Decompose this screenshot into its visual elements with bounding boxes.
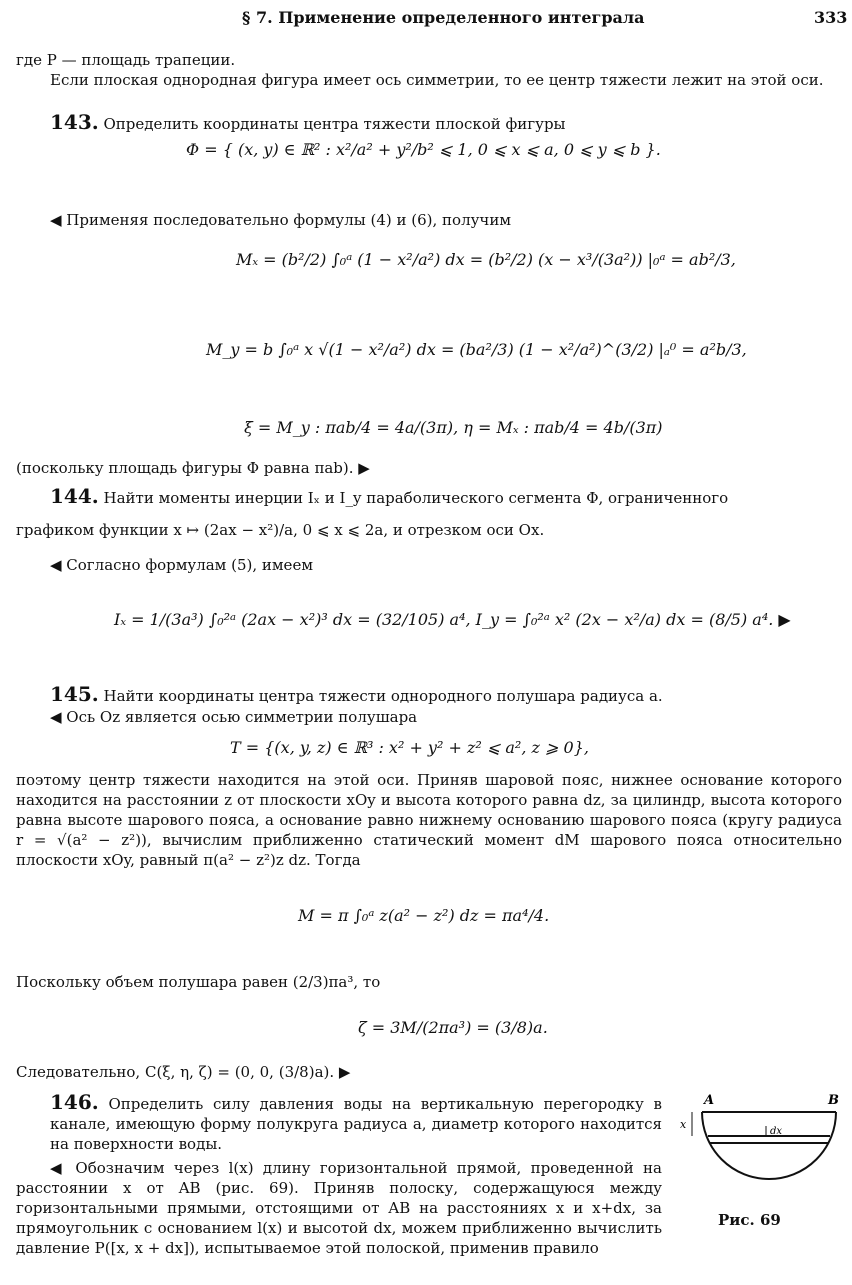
formula-text: Φ = { (x, y) ∈ ℝ² : x²/a² + y²/b² ⩽ 1, 0 ⩽ x ⩽ a, 0 ⩽ y ⩽ b }. xyxy=(186,140,661,159)
label-x: x xyxy=(680,1118,687,1131)
figure-69 xyxy=(670,1090,850,1225)
solution-143-end: (поскольку площадь фигуры Φ равна πab). ▶ xyxy=(16,459,370,477)
problem-146-heading xyxy=(50,1092,662,1154)
formula-143-set xyxy=(186,140,661,160)
formula-143-mx xyxy=(236,250,736,270)
solution-145-intro: ◀ Ось Oz является осью симметрии полушара xyxy=(50,708,418,726)
problem-text: Найти координаты центра тяжести однородного полушара радиуса a. xyxy=(103,687,663,705)
intro-line: где P — площадь трапеции. xyxy=(16,51,236,69)
problem-number: 146. xyxy=(50,1090,99,1114)
problem-144-line2: графиком функции x ↦ (2ax − x²)/a, 0 ⩽ x ⩽ 2a, и отрезком оси Ox. xyxy=(16,521,545,539)
solution-145-volume: Поскольку объем полушара равен (2/3)πa³, то xyxy=(16,973,381,991)
problem-text: Определить силу давления воды на вертикальную перегородку в канале, имеющую форму полукруга радиуса a, диаметр которого находится на поверхности воды. xyxy=(50,1095,662,1153)
formula-text: M = π ∫₀ᵃ z(a² − z²) dz = πa⁴/4. xyxy=(298,906,550,925)
label-dx: dx xyxy=(770,1126,783,1137)
problem-143-heading xyxy=(50,112,566,134)
problem-number: 143. xyxy=(50,110,99,134)
problem-text: Определить координаты центра тяжести плоской фигуры xyxy=(103,115,566,133)
formula-144 xyxy=(114,610,791,630)
formula-text: Iₓ = 1/(3a³) ∫₀²ᵃ (2ax − x²)³ dx = (32/105) a⁴, I_y = ∫₀²ᵃ x² (2x − x²/a) dx = (8/5) a⁴. ▶ xyxy=(114,610,791,629)
formula-145-set xyxy=(230,738,589,758)
solution-145-end: Следовательно, C(ξ, η, ζ) = (0, 0, (3/8)a). ▶ xyxy=(16,1063,351,1081)
figure-69-caption: Рис. 69 xyxy=(718,1211,781,1229)
semicircle-arc xyxy=(702,1112,836,1179)
problem-number: 145. xyxy=(50,682,99,706)
solution-145-body: поэтому центр тяжести находится на этой оси. Приняв шаровой пояс, нижнее основание которого находится на расстоянии z от плоскости xOy и высота которого равна dz, за цилиндр, высота которого равна высоте шарового пояса, а основание равно нижнему основанию шарового пояса (кругу радиуса r = √(a² − z²)), вычислим приближенно статический момент dM шарового пояса относительно плоскости xOy, равный π(a² − z²)z dz. Тогда xyxy=(16,771,842,869)
formula-text: ξ = M_y : πab/4 = 4a/(3π), η = Mₓ : πab/4 = 4b/(3π) xyxy=(244,418,663,437)
label-b: B xyxy=(828,1093,839,1108)
problem-text: Найти моменты инерции Iₓ и I_y параболического сегмента Φ, ограниченного xyxy=(103,489,729,507)
formula-text: ζ = 3M/(2πa³) = (3/8)a. xyxy=(358,1018,548,1037)
section-title: § 7. Применение определенного интеграла xyxy=(242,8,645,27)
formula-145-zeta xyxy=(358,1018,548,1038)
formula-143-my xyxy=(206,340,747,360)
formula-145-m xyxy=(298,906,549,926)
solution-144-intro: ◀ Согласно формулам (5), имеем xyxy=(50,556,313,574)
symmetry-paragraph: Если плоская однородная фигура имеет ось симметрии, то ее центр тяжести лежит на этой оси. xyxy=(50,71,824,89)
problem-145-heading xyxy=(50,684,663,706)
solution-146-text: ◀ Обозначим через l(x) длину горизонтальной прямой, проведенной на расстоянии x от AB (рис. 69). Приняв полоску, содержащуюся между горизонтальными прямыми, отстоящими от AB на расстояниях x и x+dx, за прямоугольник с основанием l(x) и высотой dx, можем приближенно вычислить давление P([x, x + dx]), испытываемое этой полоской, применив правило xyxy=(16,1159,662,1257)
formula-text: T = {(x, y, z) ∈ ℝ³ : x² + y² + z² ⩽ a², z ⩾ 0}, xyxy=(230,738,589,757)
semicircle-figure xyxy=(670,1090,850,1225)
problem-144-heading xyxy=(50,486,728,508)
page-number: 333 xyxy=(814,8,848,27)
formula-text: Mₓ = (b²/2) ∫₀ᵃ (1 − x²/a²) dx = (b²/2) (x − x³/(3a²)) |₀ᵃ = ab²/3, xyxy=(236,250,736,269)
solution-143-intro: ◀ Применяя последовательно формулы (4) и (6), получим xyxy=(50,211,512,229)
formula-143-xi-eta xyxy=(244,418,663,438)
problem-number: 144. xyxy=(50,484,99,508)
label-a: A xyxy=(704,1093,715,1108)
formula-text: M_y = b ∫₀ᵃ x √(1 − x²/a²) dx = (ba²/3) (1 − x²/a²)^(3/2) |ₐ⁰ = a²b/3, xyxy=(206,340,747,359)
